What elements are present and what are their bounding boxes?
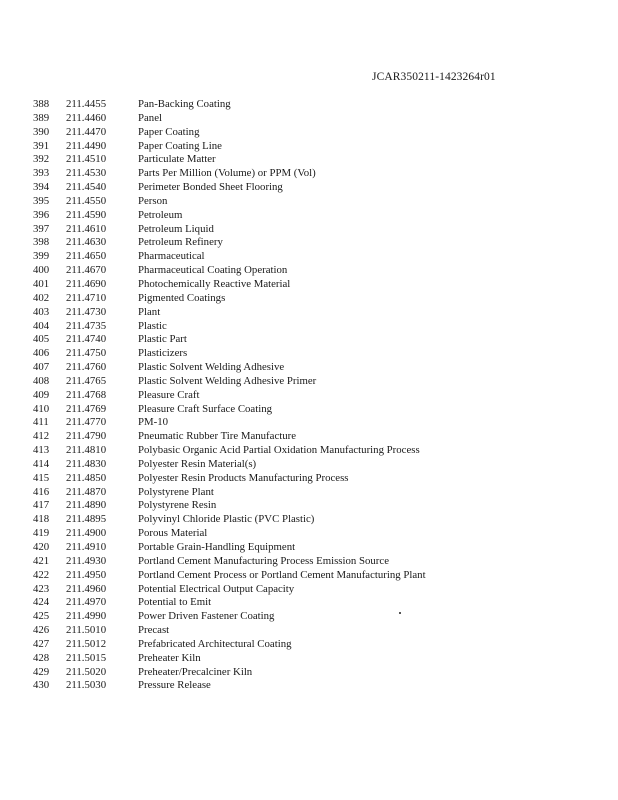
defined-term: Petroleum Refinery [138,236,223,249]
defined-term: Plastic Solvent Welding Adhesive Primer [138,374,317,387]
section-number: 211.4710 [66,291,107,304]
defined-term: Portland Cement Manufacturing Process Emission Source [138,554,389,567]
entry-number: 399 [33,250,50,263]
entry-number: 409 [33,388,50,401]
defined-term: Pharmaceutical Coating Operation [138,264,288,277]
entry-number: 408 [33,374,50,387]
entry-number: 421 [33,554,50,567]
defined-term: Pressure Release [138,679,211,692]
defined-term: Petroleum [138,208,183,221]
entry-number: 429 [33,665,50,678]
defined-term: Polybasic Organic Acid Partial Oxidation Manufacturing Process [138,444,420,457]
defined-term: Plastic [138,319,167,332]
defined-term: Pigmented Coatings [138,291,226,304]
list-item [0,624,618,638]
scan-speck [399,612,401,614]
defined-term: Plastic Part [138,333,187,346]
defined-term: Polyester Resin Material(s) [138,457,257,470]
defined-term: Polystyrene Plant [138,485,214,498]
list-item [0,596,618,610]
list-item [0,195,618,209]
defined-term: Porous Material [138,527,208,540]
defined-term: PM-10 [138,416,168,429]
list-item [0,292,618,306]
list-item [0,250,618,264]
list-item [0,333,618,347]
section-number: 211.4770 [66,416,107,429]
list-item [0,278,618,292]
entry-number: 410 [33,402,50,415]
list-item [0,361,618,375]
list-item [0,679,618,693]
section-number: 211.4690 [66,277,107,290]
list-item [0,153,618,167]
defined-term: Particulate Matter [138,153,216,166]
list-item [0,555,618,569]
section-number: 211.4610 [66,222,107,235]
list-item [0,472,618,486]
entry-number: 394 [33,181,50,194]
list-item [0,264,618,278]
defined-term: Precast [138,624,170,637]
defined-term: Paper Coating Line [138,139,222,152]
entry-number: 415 [33,471,50,484]
entry-number: 413 [33,444,50,457]
defined-term: Polyester Resin Products Manufacturing Process [138,471,349,484]
defined-term: Plasticizers [138,347,188,360]
entry-number: 402 [33,291,50,304]
section-number: 211.4895 [66,513,107,526]
section-number: 211.4730 [66,305,107,318]
entry-number: 392 [33,153,50,166]
section-number: 211.4930 [66,554,107,567]
section-number: 211.4850 [66,471,107,484]
entry-number: 395 [33,194,50,207]
entry-number: 418 [33,513,50,526]
defined-term: Pan-Backing Coating [138,98,231,110]
section-number: 211.4870 [66,485,107,498]
defined-term: Petroleum Liquid [138,222,214,235]
list-item [0,458,618,472]
entry-number: 417 [33,499,50,512]
defined-term: Portland Cement Process or Portland Cement Manufacturing Plant [138,568,426,581]
entry-number: 397 [33,222,50,235]
entry-number: 414 [33,457,50,470]
list-item [0,209,618,223]
defined-term: Prefabricated Architectural Coating [138,637,292,650]
defined-term: Plant [138,305,161,318]
list-item [0,430,618,444]
list-item [0,320,618,334]
section-number: 211.4735 [66,319,107,332]
defined-term: Polystyrene Resin [138,499,217,512]
entry-number: 412 [33,430,50,443]
entry-number: 425 [33,610,50,623]
list-item [0,666,618,680]
entry-number: 398 [33,236,50,249]
list-item [0,181,618,195]
list-item [0,638,618,652]
defined-term: Pleasure Craft Surface Coating [138,402,273,415]
list-item [0,513,618,527]
entry-number: 389 [33,111,50,124]
section-number: 211.4970 [66,596,107,609]
entry-number: 401 [33,277,50,290]
defined-term: Photochemically Reactive Material [138,277,291,290]
defined-term: Person [138,194,168,207]
list-item [0,610,618,624]
section-number: 211.4950 [66,568,107,581]
section-number: 211.4769 [66,402,107,415]
list-item [0,569,618,583]
entry-number: 422 [33,568,50,581]
entry-number: 390 [33,125,50,138]
entry-number: 423 [33,582,50,595]
entry-number: 411 [33,416,49,429]
entry-number: 405 [33,333,50,346]
section-number: 211.4768 [66,388,107,401]
entry-number: 388 [33,98,50,110]
section-number: 211.4540 [66,181,107,194]
section-number: 211.4590 [66,208,107,221]
section-number: 211.4455 [66,98,107,110]
entry-number: 404 [33,319,50,332]
entry-number: 419 [33,527,50,540]
defined-term: Portable Grain-Handling Equipment [138,541,296,553]
entry-number: 403 [33,305,50,318]
entry-number: 430 [33,679,50,692]
section-number: 211.4910 [66,541,107,553]
defined-term: Plastic Solvent Welding Adhesive [138,361,285,374]
defined-term: Pleasure Craft [138,388,200,401]
defined-term: Potential to Emit [138,596,212,609]
defined-term: Preheater Kiln [138,651,201,664]
list-item [0,167,618,181]
section-number: 211.5020 [66,665,107,678]
entry-number: 393 [33,167,50,180]
definitions-list [0,98,618,693]
list-item [0,112,618,126]
list-item [0,236,618,250]
entry-number: 396 [33,208,50,221]
list-item [0,98,618,112]
list-item [0,126,618,140]
section-number: 211.4740 [66,333,107,346]
defined-term: Preheater/Precalciner Kiln [138,665,253,678]
entry-number: 427 [33,637,50,650]
section-number: 211.4470 [66,125,107,138]
section-number: 211.4760 [66,361,107,374]
defined-term: Parts Per Million (Volume) or PPM (Vol) [138,167,316,180]
section-number: 211.4810 [66,444,107,457]
list-item [0,444,618,458]
section-number: 211.4830 [66,457,107,470]
section-number: 211.4550 [66,194,107,207]
section-number: 211.5010 [66,624,107,637]
list-item [0,140,618,154]
defined-term: Potential Electrical Output Capacity [138,582,295,595]
entry-number: 420 [33,541,50,553]
defined-term: Paper Coating [138,125,200,138]
defined-term: Panel [138,111,162,124]
section-number: 211.5012 [66,637,107,650]
list-item [0,347,618,361]
defined-term: Power Driven Fastener Coating [138,610,275,623]
entry-number: 391 [33,139,50,152]
entry-number: 400 [33,264,50,277]
section-number: 211.4750 [66,347,107,360]
list-item [0,389,618,403]
section-number: 211.4765 [66,374,107,387]
section-number: 211.4790 [66,430,107,443]
section-number: 211.4530 [66,167,107,180]
list-item [0,527,618,541]
list-item [0,652,618,666]
section-number: 211.4650 [66,250,107,263]
defined-term: Perimeter Bonded Sheet Flooring [138,181,283,194]
section-number: 211.4670 [66,264,107,277]
section-number: 211.4990 [66,610,107,623]
section-number: 211.5015 [66,651,107,664]
section-number: 211.4630 [66,236,107,249]
entry-number: 407 [33,361,50,374]
section-number: 211.4510 [66,153,107,166]
entry-number: 406 [33,347,50,360]
document-id: JCAR350211-1423264r01 [372,71,496,83]
section-number: 211.4890 [66,499,107,512]
list-item [0,306,618,320]
section-number: 211.4960 [66,582,107,595]
section-number: 211.4460 [66,111,107,124]
list-item [0,499,618,513]
entry-number: 424 [33,596,50,609]
list-item [0,375,618,389]
entry-number: 428 [33,651,50,664]
defined-term: Polyvinyl Chloride Plastic (PVC Plastic) [138,513,315,526]
defined-term: Pneumatic Rubber Tire Manufacture [138,430,297,443]
entry-number: 426 [33,624,50,637]
list-item [0,486,618,500]
list-item [0,223,618,237]
entry-number: 416 [33,485,50,498]
list-item [0,541,618,555]
section-number: 211.4490 [66,139,107,152]
list-item [0,416,618,430]
list-item [0,583,618,597]
list-item [0,403,618,417]
section-number: 211.4900 [66,527,107,540]
section-number: 211.5030 [66,679,107,692]
defined-term: Pharmaceutical [138,250,205,263]
